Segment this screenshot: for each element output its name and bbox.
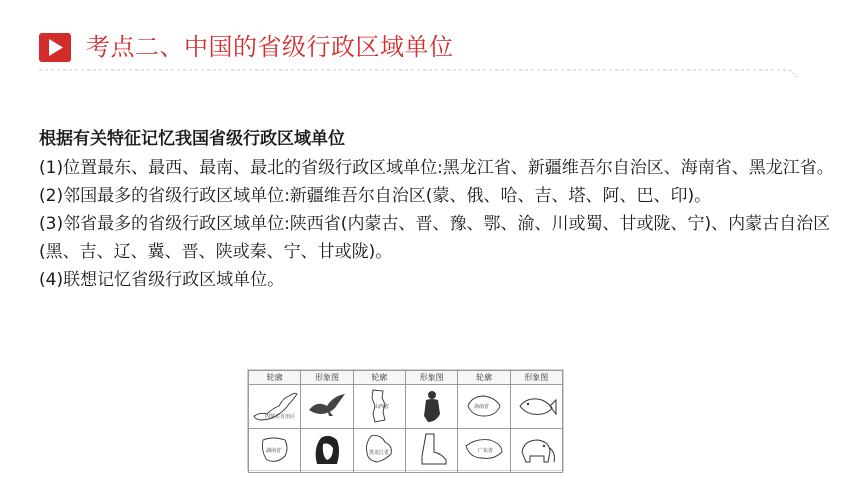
- province-shape-figure: [247, 369, 564, 471]
- heilongjiang-outline-icon: [353, 429, 405, 473]
- face-icon: [301, 429, 353, 473]
- paragraph-1: (1)位置最东、最西、最南、最北的省级行政区域单位:黑龙江省、新疆维吾尔自治区、海南省、黑龙江省。: [39, 158, 834, 178]
- col-header: 轮廓: [249, 371, 301, 385]
- figure-row-2: [249, 429, 563, 473]
- inner-mongolia-outline-icon: [249, 385, 301, 429]
- province-label: 广东省: [477, 447, 493, 454]
- slide-header: [0, 0, 860, 90]
- elephant-icon: [510, 429, 562, 473]
- province-label: 山西省: [374, 403, 390, 410]
- page-title: 考点二、中国的省级行政区域单位: [86, 33, 454, 61]
- col-header: 形象图: [510, 371, 562, 385]
- paragraph-3: (3)邻省最多的省级行政区域单位:陕西省(内蒙古、晋、豫、鄂、渝、川或蜀、甘或陇、宁)、内蒙古自治区(黑、吉、辽、冀、晋、陕或秦、宁、甘或陇)。: [39, 214, 831, 262]
- province-label: 内蒙古自治区: [264, 413, 295, 420]
- content-body: [39, 125, 839, 294]
- col-header: 轮廓: [458, 371, 510, 385]
- hunan-outline-icon: [249, 429, 301, 473]
- figure-icon: [405, 385, 457, 429]
- eagle-icon: [301, 385, 353, 429]
- figure-row-1: [249, 385, 563, 429]
- header-divider: [0, 0, 860, 90]
- boot-icon: [405, 429, 457, 473]
- province-label: 湖南省: [265, 447, 281, 454]
- hainan-outline-icon: [458, 385, 510, 429]
- figure-header-row: [249, 371, 563, 385]
- fish-icon: [510, 385, 562, 429]
- paragraph-2: (2)邻国最多的省级行政区域单位:新疆维吾尔自治区(蒙、俄、哈、吉、塔、阿、巴、印)。: [39, 186, 712, 206]
- shanxi-outline-icon: [353, 385, 405, 429]
- province-label: 海南省: [473, 403, 489, 410]
- content-heading: 根据有关特征记忆我国省级行政区域单位: [39, 129, 345, 149]
- col-header: 形象图: [301, 371, 353, 385]
- province-label: 黑龙江省: [369, 449, 390, 456]
- province-shape-table: [248, 370, 563, 473]
- col-header: 轮廓: [353, 371, 405, 385]
- paragraph-4: (4)联想记忆省级行政区域单位。: [39, 270, 285, 290]
- guangdong-outline-icon: [458, 429, 510, 473]
- col-header: 形象图: [405, 371, 457, 385]
